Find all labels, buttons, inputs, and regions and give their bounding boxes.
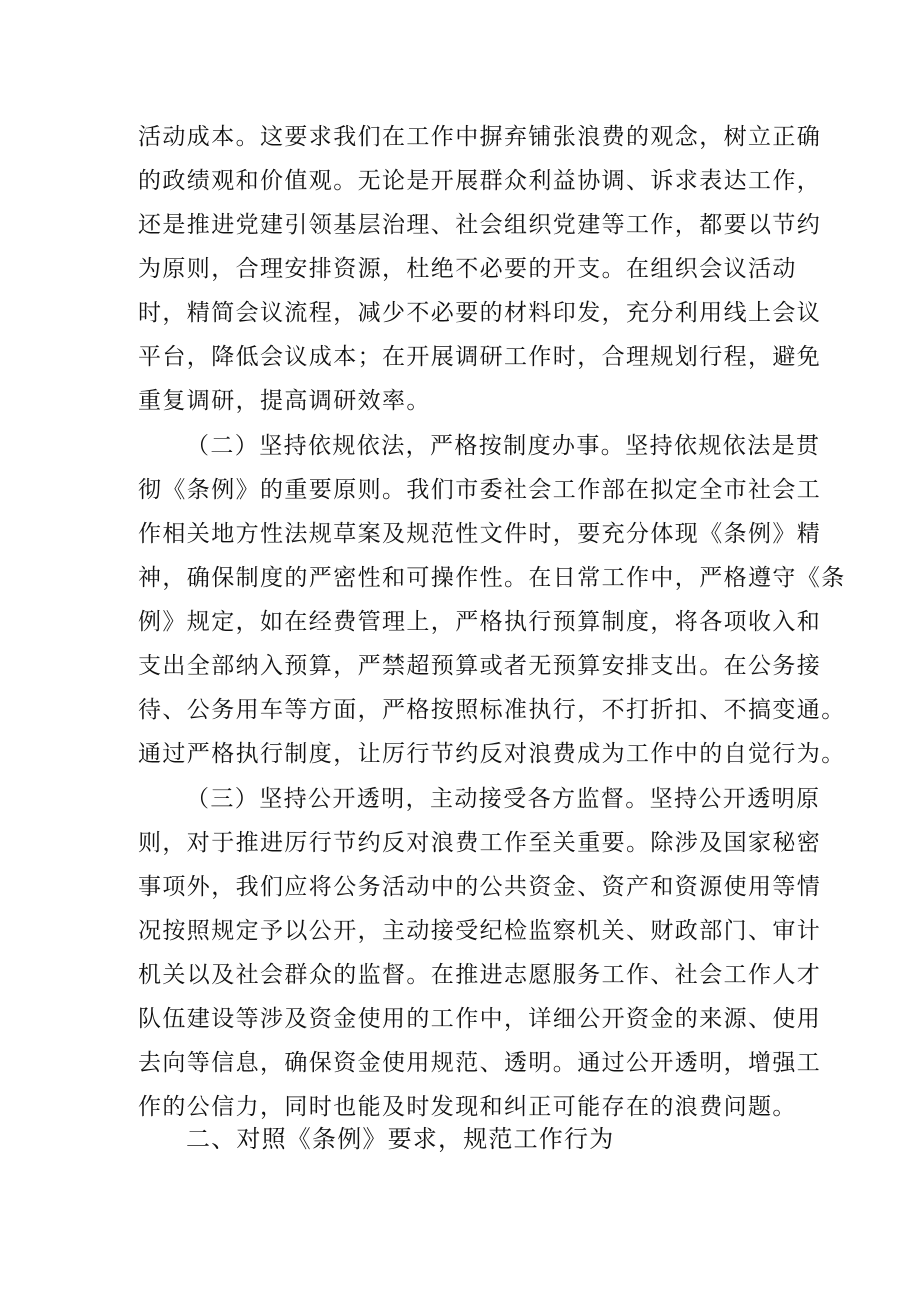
body-text-line: 彻《条例》的重要原则。我们市委社会工作部在拟定全市社会工 — [138, 477, 822, 503]
body-text-line: （三）坚持公开透明，主动接受各方监督。坚持公开透明原 — [186, 786, 821, 812]
body-text-line: 重复调研，提高调研效率。 — [138, 388, 431, 414]
body-text-line: 通过严格执行制度，让厉行节约反对浪费成为工作中的自觉行为。 — [138, 741, 846, 767]
body-text-line: 例》规定，如在经费管理上，严格执行预算制度，将各项收入和 — [138, 609, 822, 635]
body-text-line: （二）坚持依规依法，严格按制度办事。坚持依规依法是贯 — [186, 433, 821, 459]
body-text-line: 待、公务用车等方面，严格按照标准执行，不打折扣、不搞变通。 — [138, 697, 846, 723]
body-text-line: 去向等信息，确保资金使用规范、透明。通过公开透明，增强工 — [138, 1050, 822, 1076]
body-text-line: 活动成本。这要求我们在工作中摒弃铺张浪费的观念，树立正确 — [138, 124, 822, 150]
body-text-line: 神，确保制度的严密性和可操作性。在日常工作中，严格遵守《条 — [138, 565, 846, 591]
body-text-line: 则，对于推进厉行节约反对浪费工作至关重要。除涉及国家秘密 — [138, 830, 822, 856]
body-text-line: 事项外，我们应将公务活动中的公共资金、资产和资源使用等情 — [138, 874, 822, 900]
body-text-line: 机关以及社会群众的监督。在推进志愿服务工作、社会工作人才 — [138, 962, 822, 988]
body-text-line: 支出全部纳入预算，严禁超预算或者无预算安排支出。在公务接 — [138, 653, 822, 679]
body-text-line: 队伍建设等涉及资金使用的工作中，详细公开资金的来源、使用 — [138, 1006, 822, 1032]
body-text-line: 平台，降低会议成本；在开展调研工作时，合理规划行程，避免 — [138, 344, 822, 370]
body-text-line: 作相关地方性法规草案及规范性文件时，要充分体现《条例》精 — [138, 521, 822, 547]
body-text-line: 的政绩观和价值观。无论是开展群众利益协调、诉求表达工作， — [138, 168, 822, 194]
section-heading: 二、对照《条例》要求，规范工作行为 — [186, 1125, 615, 1153]
body-text-line: 况按照规定予以公开，主动接受纪检监察机关、财政部门、审计 — [138, 918, 822, 944]
body-text-line: 为原则，合理安排资源，杜绝不必要的开支。在组织会议活动 — [138, 256, 797, 282]
body-text-line: 还是推进党建引领基层治理、社会组织党建等工作，都要以节约 — [138, 212, 822, 238]
body-text-line: 时，精简会议流程，减少不必要的材料印发，充分利用线上会议 — [138, 300, 822, 326]
body-text-line: 作的公信力，同时也能及时发现和纠正可能存在的浪费问题。 — [138, 1094, 797, 1120]
